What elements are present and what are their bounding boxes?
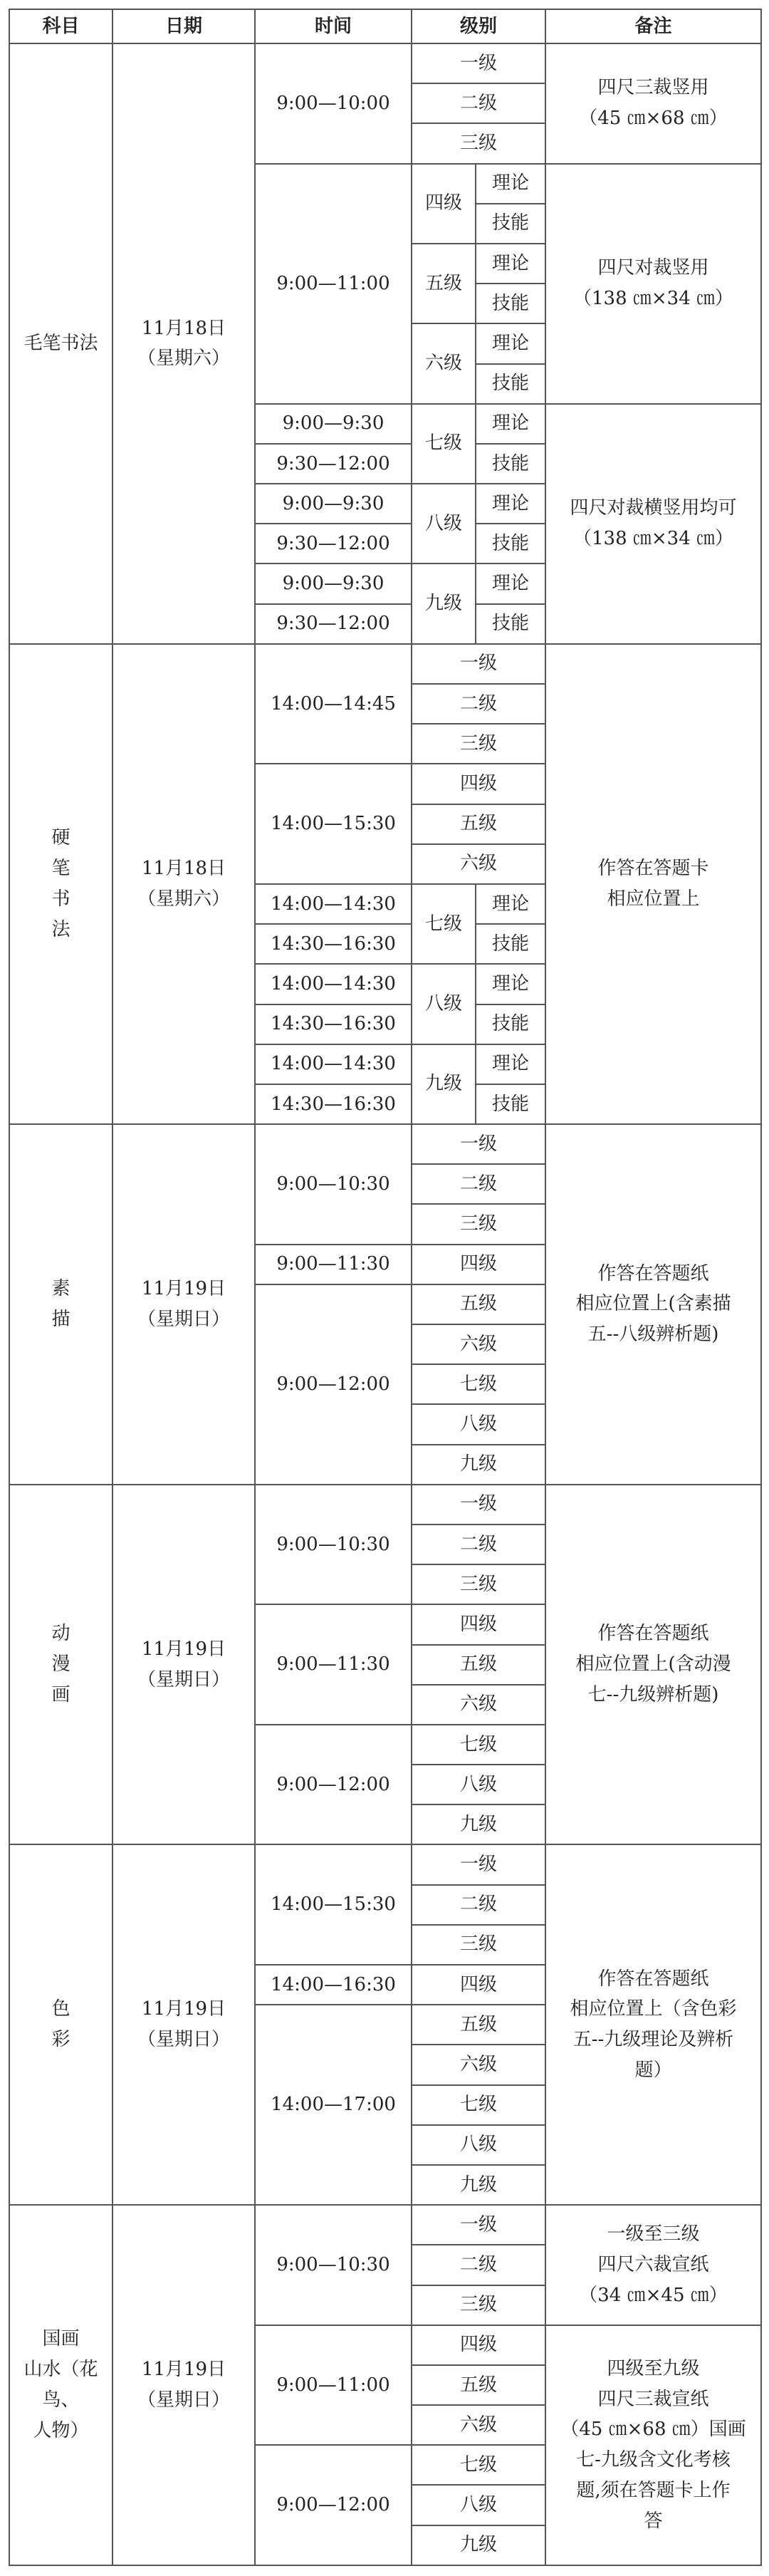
level-part: 理论: [476, 1044, 545, 1084]
level-name: 六级: [412, 1324, 545, 1364]
level-name: 八级: [412, 2125, 545, 2165]
remarks: 作答在答题纸 相应位置上(含动漫 七--九级辨析题): [545, 1485, 761, 1845]
level-part: 理论: [476, 404, 545, 444]
header-level: 级别: [412, 9, 545, 43]
level-name: 六级: [412, 2405, 545, 2445]
time-slot: 9:00—11:00: [255, 2325, 412, 2446]
level-name: 三级: [412, 123, 545, 163]
level-name: 二级: [412, 1525, 545, 1564]
level-part: 技能: [476, 444, 545, 484]
level-part: 理论: [476, 884, 545, 924]
level-name: 五级: [412, 1284, 545, 1324]
level-name: 五级: [412, 2365, 545, 2405]
level-name: 九级: [412, 1445, 545, 1485]
header-subject: 科目: [9, 9, 113, 43]
level-name: 八级: [412, 1404, 545, 1444]
level-part: 技能: [476, 604, 545, 644]
level-name: 三级: [412, 1204, 545, 1244]
level-name: 六级: [412, 323, 476, 403]
header-row: [9, 9, 761, 43]
header-date: 日期: [113, 9, 255, 43]
level-part: 技能: [476, 204, 545, 244]
level-name: 六级: [412, 1685, 545, 1725]
level-part: 技能: [476, 284, 545, 323]
level-part: 理论: [476, 244, 545, 284]
level-part: 理论: [476, 964, 545, 1004]
level-name: 四级: [412, 1965, 545, 2005]
subject-name: 色 彩: [9, 1844, 113, 2205]
header-time: 时间: [255, 9, 412, 43]
level-name: 八级: [412, 1765, 545, 1804]
time-slot: 9:30—12:00: [255, 444, 412, 484]
level-part: 技能: [476, 1004, 545, 1044]
level-name: 三级: [412, 1564, 545, 1604]
time-slot: 9:00—11:00: [255, 164, 412, 404]
level-part: 技能: [476, 364, 545, 404]
level-name: 七级: [412, 2445, 545, 2485]
level-name: 五级: [412, 804, 545, 844]
level-part: 理论: [476, 323, 545, 363]
schedule-row: [9, 644, 761, 684]
time-slot: 9:00—12:00: [255, 1725, 412, 1845]
level-name: 四级: [412, 164, 476, 244]
level-name: 九级: [412, 564, 476, 643]
level-name: 五级: [412, 1645, 545, 1685]
level-name: 九级: [412, 1044, 476, 1124]
level-name: 九级: [412, 1804, 545, 1844]
level-name: 五级: [412, 244, 476, 323]
remarks: 四尺对裁横竖用均可 （138 ㎝×34 ㎝）: [545, 404, 761, 644]
exam-date: 11月19日 （星期日）: [113, 1124, 255, 1485]
level-name: 一级: [412, 43, 545, 83]
schedule-row: [9, 43, 761, 83]
exam-date: 11月18日 （星期六）: [113, 644, 255, 1124]
time-slot: 14:00—14:30: [255, 1044, 412, 1084]
time-slot: 14:00—14:30: [255, 964, 412, 1004]
level-name: 二级: [412, 1164, 545, 1204]
level-name: 八级: [412, 2485, 545, 2525]
level-name: 八级: [412, 484, 476, 564]
time-slot: 14:00—15:30: [255, 1844, 412, 1965]
remarks: 作答在答题纸 相应位置上（含色彩 五--九级理论及辨析 题）: [545, 1844, 761, 2205]
remarks: 四级至九级 四尺三裁宣纸 （45 ㎝×68 ㎝）国画 七-九级含文化考核 题,须在答题卡上作 答: [545, 2325, 761, 2565]
level-name: 九级: [412, 2525, 545, 2565]
time-slot: 14:30—16:30: [255, 1004, 412, 1044]
time-slot: 14:00—15:30: [255, 764, 412, 884]
level-name: 一级: [412, 1844, 545, 1884]
level-name: 二级: [412, 684, 545, 724]
level-name: 三级: [412, 724, 545, 764]
level-name: 二级: [412, 83, 545, 123]
schedule-row: [9, 2205, 761, 2245]
time-slot: 14:30—16:30: [255, 1084, 412, 1124]
time-slot: 9:00—11:30: [255, 1604, 412, 1725]
time-slot: 9:00—12:00: [255, 2445, 412, 2565]
level-name: 六级: [412, 2045, 545, 2084]
level-name: 九级: [412, 2165, 545, 2205]
level-name: 七级: [412, 1725, 545, 1765]
time-slot: 9:00—9:30: [255, 564, 412, 603]
time-slot: 14:00—14:45: [255, 644, 412, 764]
level-name: 四级: [412, 1245, 545, 1284]
remarks: 作答在答题纸 相应位置上(含素描 五--八级辨析题): [545, 1124, 761, 1485]
level-part: 技能: [476, 924, 545, 964]
subject-name: 素 描: [9, 1124, 113, 1485]
level-name: 一级: [412, 1485, 545, 1525]
exam-date: 11月19日 （星期日）: [113, 1485, 255, 1845]
schedule-row: [9, 1124, 761, 1164]
schedule-body: [9, 43, 761, 2565]
level-name: 二级: [412, 1885, 545, 1925]
level-name: 二级: [412, 2245, 545, 2285]
time-slot: 9:00—10:30: [255, 1485, 412, 1605]
schedule-row: [9, 1485, 761, 1525]
level-part: 理论: [476, 564, 545, 603]
level-name: 三级: [412, 1925, 545, 1965]
level-name: 四级: [412, 2325, 545, 2365]
remarks: 四尺对裁竖用 （138 ㎝×34 ㎝）: [545, 164, 761, 404]
subject-name: 动 漫 画: [9, 1485, 113, 1845]
remarks: 一级至三级 四尺六裁宣纸 （34 ㎝×45 ㎝）: [545, 2205, 761, 2325]
subject-name: 毛笔书法: [9, 43, 113, 644]
level-name: 八级: [412, 964, 476, 1044]
header-remarks: 备注: [545, 9, 761, 43]
time-slot: 14:30—16:30: [255, 924, 412, 964]
level-part: 理论: [476, 484, 545, 524]
remarks: 作答在答题卡 相应位置上: [545, 644, 761, 1124]
level-name: 六级: [412, 844, 545, 884]
exam-date: 11月18日 （星期六）: [113, 43, 255, 644]
time-slot: 9:00—9:30: [255, 484, 412, 524]
time-slot: 9:00—9:30: [255, 404, 412, 444]
time-slot: 14:00—14:30: [255, 884, 412, 924]
schedule-row: [9, 1844, 761, 1884]
level-name: 四级: [412, 764, 545, 804]
time-slot: 9:30—12:00: [255, 524, 412, 564]
time-slot: 14:00—17:00: [255, 2005, 412, 2205]
exam-date: 11月19日 （星期日）: [113, 1844, 255, 2205]
time-slot: 9:00—10:30: [255, 2205, 412, 2325]
level-part: 技能: [476, 1084, 545, 1124]
level-name: 五级: [412, 2005, 545, 2045]
level-name: 七级: [412, 2085, 545, 2125]
time-slot: 9:00—11:30: [255, 1245, 412, 1284]
time-slot: 14:00—16:30: [255, 1965, 412, 2005]
time-slot: 9:00—10:30: [255, 1124, 412, 1245]
level-name: 七级: [412, 404, 476, 484]
level-name: 三级: [412, 2285, 545, 2325]
remarks: 四尺三裁竖用 （45 ㎝×68 ㎝）: [545, 43, 761, 164]
level-part: 理论: [476, 164, 545, 204]
level-name: 一级: [412, 644, 545, 684]
subject-name: 硬 笔 书 法: [9, 644, 113, 1124]
time-slot: 9:30—12:00: [255, 604, 412, 644]
time-slot: 9:00—10:00: [255, 43, 412, 164]
level-name: 四级: [412, 1604, 545, 1644]
time-slot: 9:00—12:00: [255, 1284, 412, 1485]
level-name: 七级: [412, 884, 476, 964]
exam-date: 11月19日 （星期日）: [113, 2205, 255, 2565]
level-name: 七级: [412, 1364, 545, 1404]
level-name: 一级: [412, 2205, 545, 2245]
subject-name: 国画 山水（花鸟、 人物）: [9, 2205, 113, 2565]
level-name: 一级: [412, 1124, 545, 1164]
exam-schedule-table: [9, 9, 762, 2566]
level-part: 技能: [476, 524, 545, 564]
